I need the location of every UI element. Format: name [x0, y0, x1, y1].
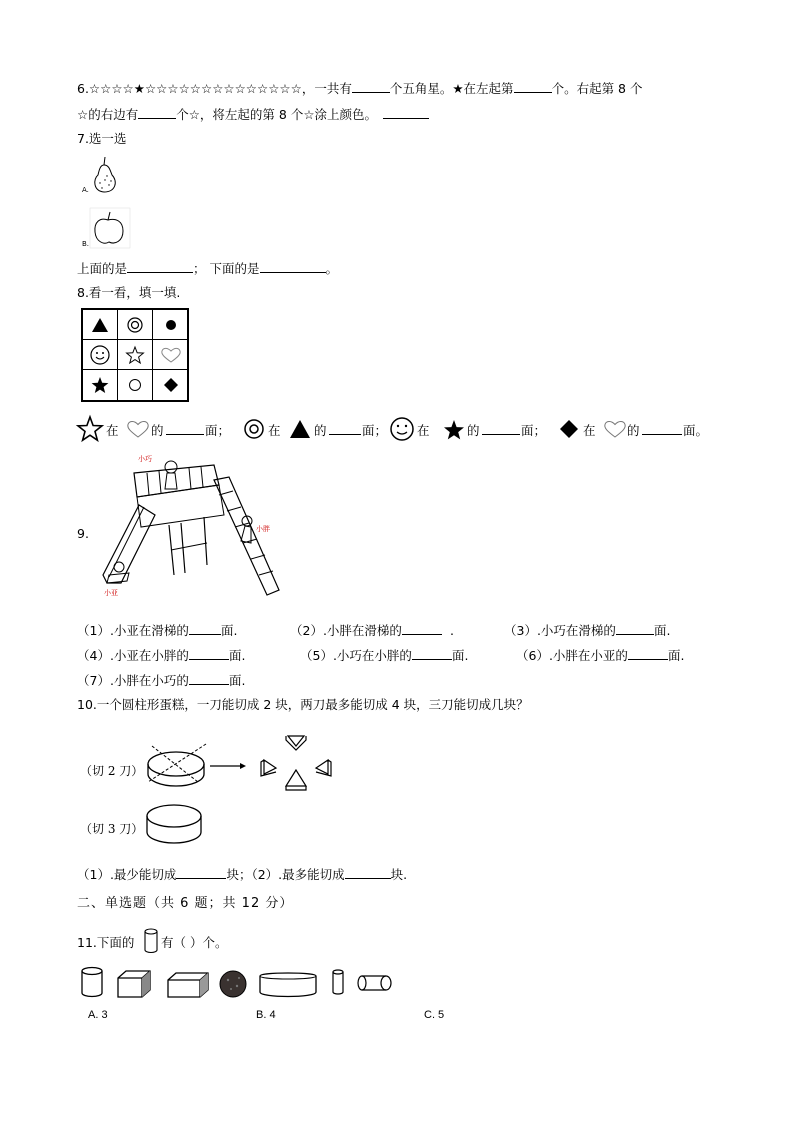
arrow-icon	[210, 760, 246, 772]
q9-item-4	[77, 647, 245, 664]
triangle-icon	[289, 419, 311, 439]
triangle-icon	[91, 317, 109, 333]
q9-item-1-text: （1）.小亚在滑梯的	[77, 623, 189, 638]
q8-s4-c: 面。	[683, 423, 709, 438]
cuboid-icon	[168, 973, 208, 997]
q9-item-4-end: 面.	[228, 648, 246, 663]
q8-answer-line	[77, 416, 737, 444]
grid-cell	[118, 370, 153, 400]
q11-stem	[77, 928, 377, 954]
q9-blank-6[interactable]	[628, 647, 668, 660]
star-filled-icon	[91, 376, 109, 394]
cake-cut3-icon	[144, 802, 206, 848]
q6-blank-color[interactable]	[383, 106, 429, 119]
q9-item-5	[300, 647, 468, 664]
q7-label-b: B.	[82, 240, 90, 248]
q9-blank-3[interactable]	[616, 622, 654, 635]
q9-item-2	[290, 622, 454, 639]
q9-item-6	[516, 647, 684, 664]
q9-item-3-end: 面.	[653, 623, 671, 638]
q6-blank-right-count[interactable]	[138, 106, 176, 119]
q11-option-c[interactable]: C. 5	[424, 1009, 445, 1021]
q9-item-6-end: 面.	[667, 648, 685, 663]
q11-option-a[interactable]: A. 3	[88, 1009, 108, 1021]
q9-item-5-end: 面.	[451, 648, 469, 663]
grid-cell	[153, 370, 188, 400]
q10-cut3-label: （切 3 刀）	[80, 822, 144, 836]
q10-cut2-label: （切 2 刀）	[80, 764, 144, 778]
target-icon	[126, 316, 144, 334]
grid-cell	[153, 310, 188, 340]
section-title: 二、单选题（共 6 题；共 12 分）	[77, 896, 294, 911]
q6-line1	[77, 80, 642, 97]
q9-item-5-text: （5）.小巧在小胖的	[300, 648, 412, 663]
q9-item-1	[77, 622, 237, 639]
heart-outline-icon	[160, 346, 182, 364]
q8-s3-c: 面；	[521, 423, 547, 438]
q7-blank-bottom[interactable]	[260, 260, 326, 273]
heart-outline-icon	[126, 419, 150, 439]
sphere-icon	[220, 971, 246, 997]
wide-cylinder-icon	[260, 973, 316, 997]
grid-cell	[83, 370, 118, 400]
q6-text-4: ☆的右边有	[77, 107, 139, 122]
q9-item-6-text: （6）.小胖在小亚的	[516, 648, 628, 663]
q9-item-7	[77, 672, 245, 689]
q8-blank-4[interactable]	[642, 422, 682, 435]
q8-blank-3[interactable]	[482, 422, 520, 435]
q6-line2	[77, 106, 429, 123]
cake-pieces-icon	[258, 730, 334, 796]
star-outline-icon	[126, 346, 144, 364]
grid-cell	[83, 340, 118, 370]
q9-blank-4[interactable]	[189, 647, 229, 660]
lying-cylinder-icon	[358, 976, 391, 990]
q8-blank-2[interactable]	[329, 422, 361, 435]
q9-item-4-text: （4）.小亚在小胖的	[77, 648, 189, 663]
grid-cell	[83, 310, 118, 340]
thin-cylinder-icon	[333, 970, 343, 994]
cylinder-icon	[143, 928, 159, 954]
q10-answer-line	[77, 866, 407, 883]
grid-cell	[118, 310, 153, 340]
slide-illustration	[89, 455, 281, 610]
q9-item-3-text: （3）.小巧在滑梯的	[504, 623, 616, 638]
q9-number: 9.	[77, 526, 89, 541]
q8-s1-b: 的	[151, 423, 164, 438]
grid-cell	[153, 340, 188, 370]
q9-blank-1[interactable]	[189, 622, 221, 635]
q11-option-b[interactable]: B. 4	[256, 1009, 276, 1021]
cube-icon	[118, 971, 150, 997]
target-icon	[243, 418, 265, 440]
tag-xiaoya: 小亚	[104, 589, 118, 597]
q6-text-5: 个☆，将左起的第 8 个☆涂上颜色。	[176, 107, 378, 122]
q7-blank-top[interactable]	[127, 260, 193, 273]
q8-s2-c: 面；	[362, 423, 388, 438]
q11-text-post: 有（ ）个。	[161, 935, 228, 950]
q7-answer-end: 。	[325, 261, 339, 276]
q8-s2-a: 在	[268, 423, 281, 438]
q8-s3-a: 在	[417, 423, 430, 438]
q9-item-7-text: （7）.小胖在小巧的	[77, 673, 189, 688]
q6-text-1: 6.☆☆☆☆★☆☆☆☆☆☆☆☆☆☆☆☆☆☆，一共有	[77, 81, 352, 96]
q10-answer-1-text: （1）.最少能切成	[77, 867, 177, 882]
q8-title: 8.看一看，填一填.	[77, 285, 181, 300]
q6-blank-total[interactable]	[352, 80, 390, 93]
q10-answer-2-text: 块；（2）.最多能切成	[226, 867, 345, 882]
smiley-icon	[89, 344, 111, 366]
q8-s4-a: 在	[583, 423, 596, 438]
q11-shapes-row	[78, 966, 398, 1000]
diamond-icon	[163, 377, 179, 393]
star-filled-icon	[443, 419, 465, 441]
q8-s1-a: 在	[106, 423, 119, 438]
q9-item-2-text: （2）.小胖在滑梯的	[290, 623, 402, 638]
q9-item-2-end: .	[449, 623, 454, 638]
q10-blank-min[interactable]	[176, 866, 226, 879]
q8-s2-b: 的	[314, 423, 327, 438]
q10-title: 10.一个圆柱形蛋糕，一刀能切成 2 块，两刀最多能切成 4 块，三刀能切成几块？	[77, 697, 529, 712]
q6-text-2: 个五角星。★在左起第	[389, 81, 514, 96]
q7-title: 7.选一选	[77, 131, 127, 146]
q9-item-7-end: 面.	[228, 673, 246, 688]
q8-s1-c: 面；	[205, 423, 231, 438]
q6-text-3: 个。右起第 8 个	[551, 81, 643, 96]
q8-blank-1[interactable]	[166, 422, 204, 435]
q8-s3-b: 的	[467, 423, 480, 438]
tag-xiaopang: 小胖	[256, 525, 270, 533]
q7-answer-mid: ； 下面的是	[193, 261, 260, 276]
q10-blank-max[interactable]	[345, 866, 391, 879]
star-outline-icon	[77, 416, 103, 442]
q11-text-pre: 11.下面的	[77, 935, 135, 950]
circle-outline-icon	[127, 377, 143, 393]
q9-blank-2[interactable]	[402, 622, 442, 635]
q9-item-3	[504, 622, 670, 639]
q6-blank-position[interactable]	[514, 80, 552, 93]
apple-icon	[90, 208, 130, 248]
q10-answer-end: 块.	[390, 867, 408, 882]
filled-circle-icon	[164, 318, 178, 332]
cylinder-icon	[82, 968, 102, 997]
heart-outline-icon	[603, 419, 627, 439]
cake-cut2-icon	[140, 738, 220, 794]
q9-blank-5[interactable]	[412, 647, 452, 660]
pear-icon	[90, 155, 124, 195]
tag-xiaoqiao: 小巧	[138, 455, 152, 463]
shape-grid	[81, 308, 189, 402]
diamond-icon	[559, 419, 579, 439]
q7-answer-pre: 上面的是	[77, 261, 128, 276]
smiley-icon	[389, 416, 415, 442]
q7-answer-line	[77, 260, 338, 277]
q7-label-a: A.	[82, 186, 89, 194]
q8-s4-b: 的	[627, 423, 640, 438]
grid-cell	[118, 340, 153, 370]
q9-item-1-end: 面.	[220, 623, 238, 638]
q9-blank-7[interactable]	[189, 672, 229, 685]
